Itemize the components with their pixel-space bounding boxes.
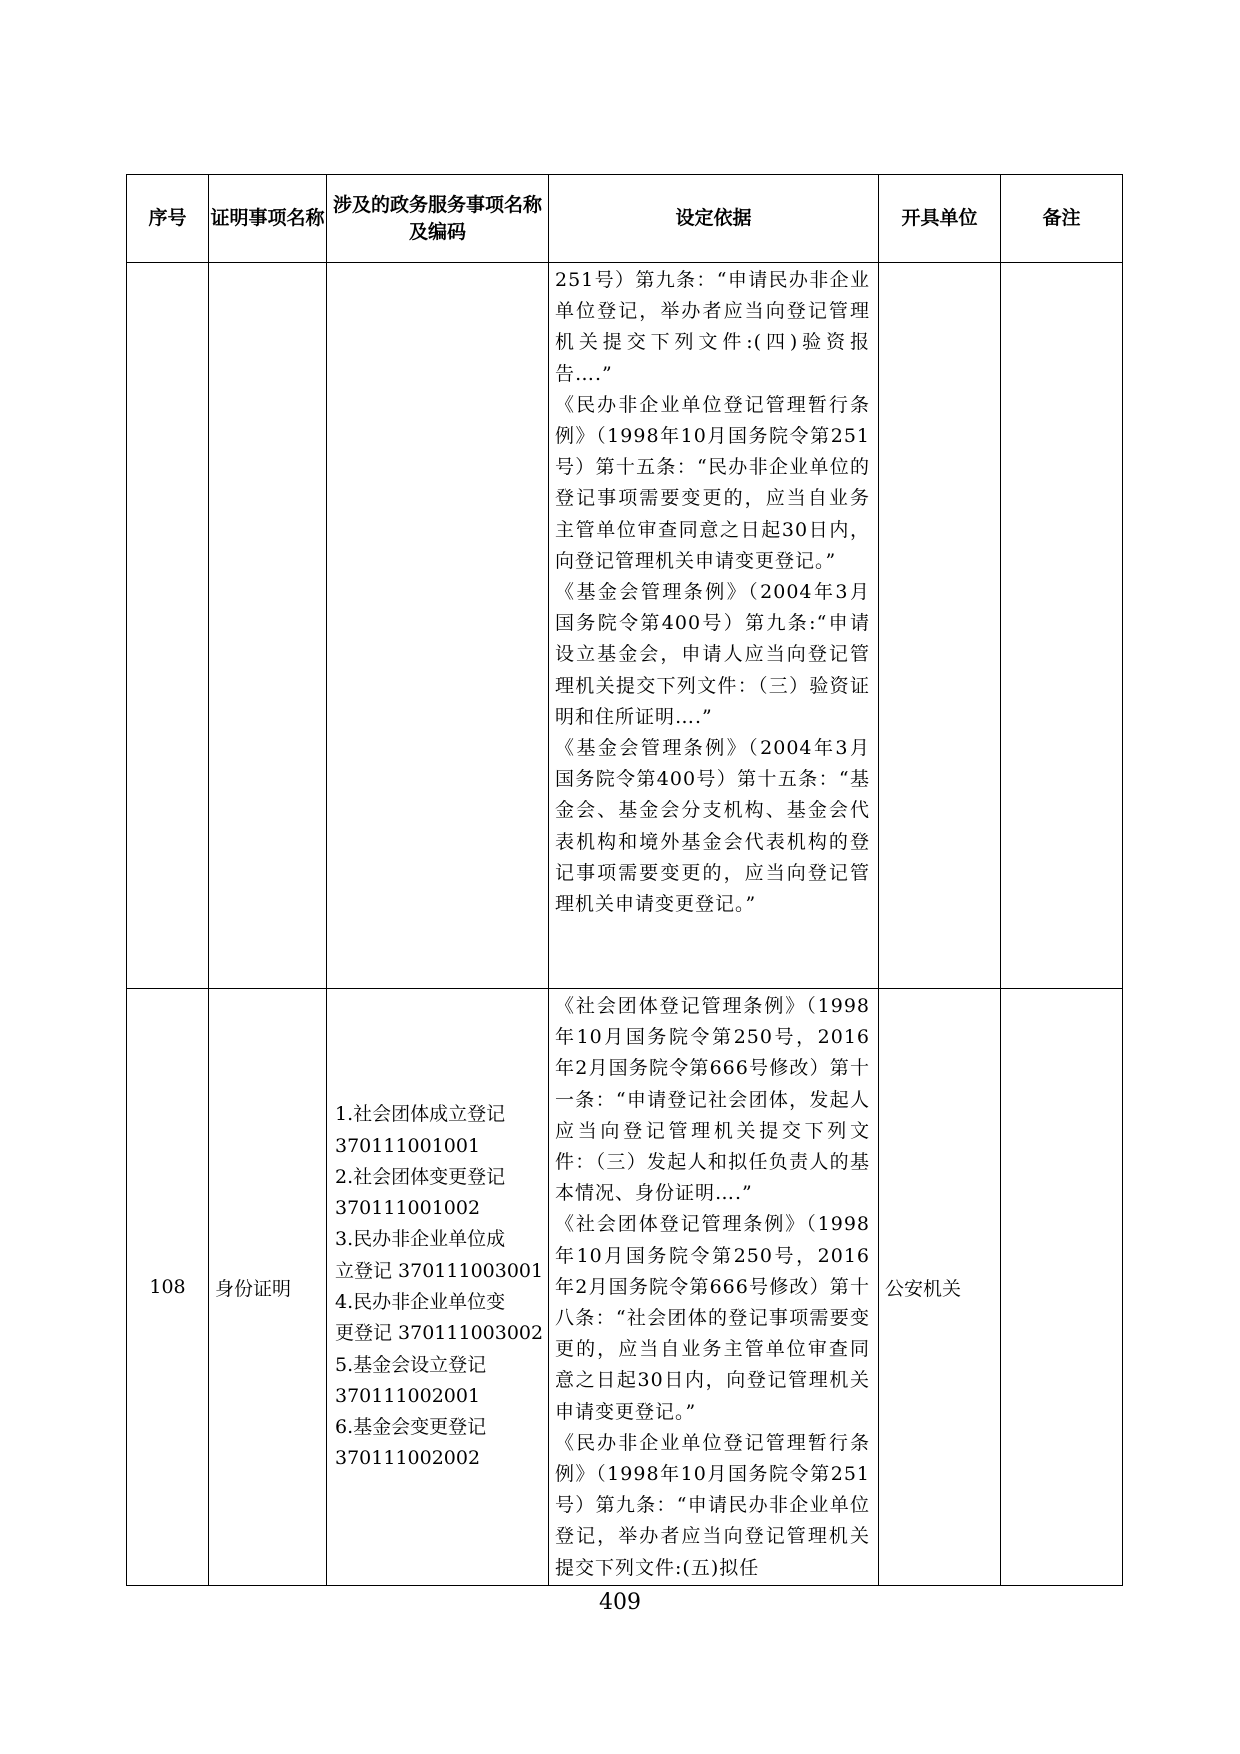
table-row	[127, 989, 1123, 1586]
row-seq	[127, 263, 209, 989]
header-remarks: 备注	[1001, 175, 1123, 263]
related-item-line: 370111001002	[335, 1197, 481, 1220]
row-remarks	[1001, 989, 1123, 1586]
row-issuer	[879, 263, 1001, 989]
certificate-table	[126, 174, 1123, 1586]
table-header-row	[127, 175, 1123, 263]
row-issuer: 公安机关	[879, 989, 1001, 1586]
page-number: 409	[599, 1590, 641, 1615]
row-basis	[549, 989, 879, 1586]
header-cert-name: 证明事项名称	[209, 175, 327, 263]
basis-paragraph: 《民办非企业单位登记管理暂行条例》（1998年10月国务院令第251号）第九条：“申请民办非企业单位登记，举办者应当向登记管理机关提交下列文件:(五)拟任	[555, 1431, 870, 1579]
basis-paragraph: 《基金会管理条例》（2004年3月国务院令第400号）第九条:“申请设立基金会，申请人应当向登记管理机关提交下列文件：（三）验资证明和住所证明….”	[555, 581, 870, 728]
header-basis: 设定依据	[549, 175, 879, 263]
header-related-items: 涉及的政务服务事项名称及编码	[327, 175, 549, 263]
related-item-line: 370111002002	[335, 1447, 481, 1470]
row-related-items	[327, 989, 549, 1586]
related-item-line: 370111002001	[335, 1384, 481, 1407]
row-cert-name	[209, 263, 327, 989]
row-basis	[549, 263, 879, 989]
related-item-line: 1.社会团体成立登记	[335, 1103, 506, 1126]
basis-paragraph: 《社会团体登记管理条例》（1998年10月国务院令第250号，2016年2月国务院令第666号修改）第十八条：“社会团体的登记事项需要变更的，应当自业务主管单位审查同意之日起30日内，向登记管理机关申请变更登记。”	[555, 1213, 870, 1423]
basis-paragraph: 《社会团体登记管理条例》（1998年10月国务院令第250号，2016年2月国务院令第666号修改）第十一条：“申请登记社会团体，发起人应当向登记管理机关提交下列文件：（三）发起人和拟任负责人的基本情况、身份证明….”	[555, 995, 870, 1205]
related-item-line: 立登记 370111003001	[335, 1259, 544, 1282]
related-item-line: 4.民办非企业单位变	[335, 1291, 506, 1313]
related-item-line: 5.基金会设立登记	[335, 1353, 487, 1376]
table-row	[127, 263, 1123, 989]
header-issuer: 开具单位	[879, 175, 1001, 263]
related-item-line: 370111001001	[335, 1134, 481, 1157]
basis-paragraph: 《基金会管理条例》（2004年3月国务院令第400号）第十五条：“基金会、基金会分支机构、基金会代表机构和境外基金会代表机构的登记事项需要变更的，应当向登记管理机关申请变更登记。”	[555, 737, 870, 916]
basis-paragraph: 《民办非企业单位登记管理暂行条例》（1998年10月国务院令第251号）第十五条：“民办非企业单位的登记事项需要变更的，应当自业务主管单位审查同意之日起30日内，向登记管理机关申请变更登记。”	[555, 393, 870, 572]
basis-paragraph: 251号）第九条：“申请民办非企业单位登记，举办者应当向登记管理机关提交下列文件:(四)验资报告….”	[555, 269, 870, 385]
related-item-line: 3.民办非企业单位成	[335, 1228, 506, 1251]
row-remarks	[1001, 263, 1123, 989]
related-item-line: 2.社会团体变更登记	[335, 1165, 506, 1188]
header-seq: 序号	[127, 175, 209, 263]
related-item-line: 更登记 370111003002	[335, 1322, 544, 1345]
row-cert-name: 身份证明	[209, 989, 327, 1586]
row-seq: 108	[127, 989, 209, 1586]
row-related-items	[327, 263, 549, 989]
related-item-line: 6.基金会变更登记	[335, 1416, 487, 1439]
